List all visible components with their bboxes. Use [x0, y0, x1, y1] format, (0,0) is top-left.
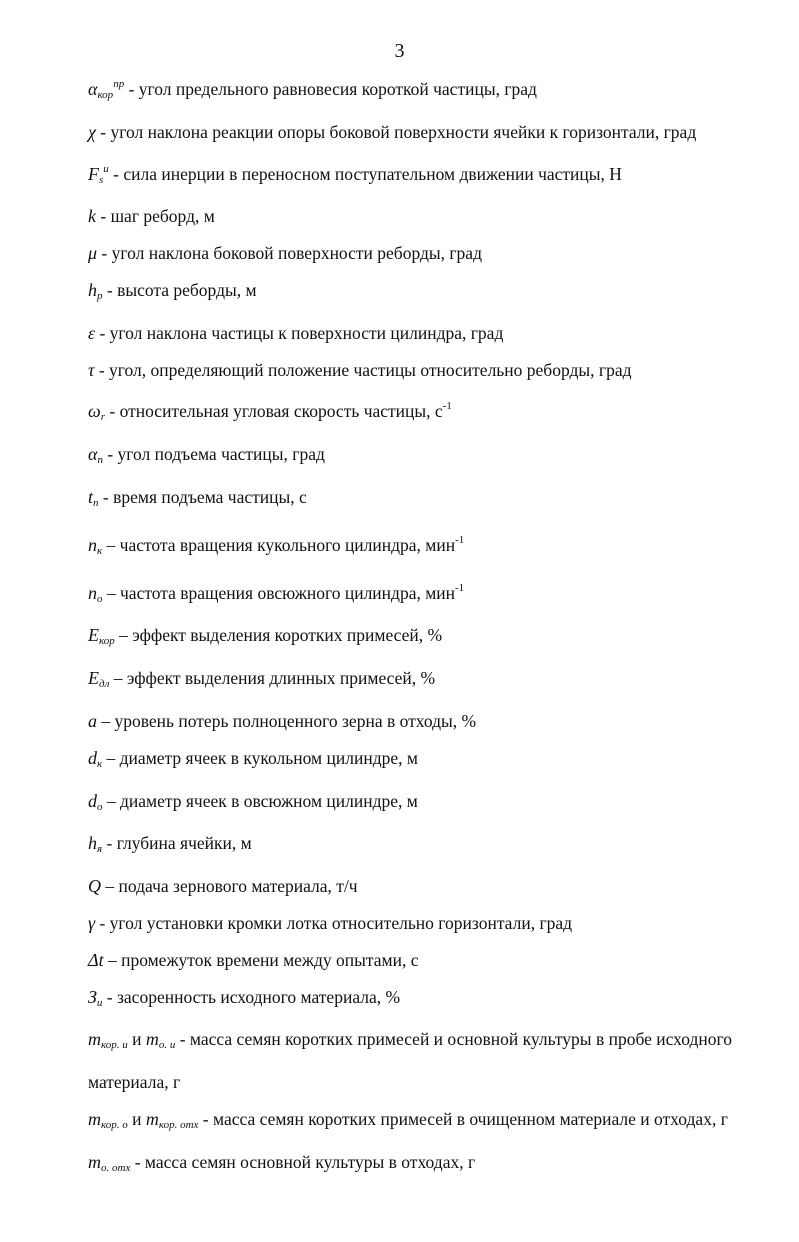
- definition: - масса семян коротких примесей и основной культуры в пробе исходного материала, г: [88, 1029, 733, 1093]
- symbol: a: [88, 710, 97, 731]
- symbol: d: [88, 747, 97, 768]
- definition: – промежуток времени между опытами, с: [103, 949, 419, 970]
- notation-entry: [88, 1021, 768, 1101]
- definition: - масса семян коротких примесей в очищенном материале и отходах, г: [198, 1108, 728, 1129]
- symbol: Q: [88, 876, 101, 897]
- definition: - угол наклона частицы к поверхности цилиндра, град: [95, 322, 504, 343]
- symbol-subscript: о. отх: [101, 1161, 131, 1174]
- symbol: m: [88, 1151, 101, 1172]
- definition: – диаметр ячеек в овсюжном цилиндре, м: [102, 790, 418, 811]
- notation-entry: [88, 66, 768, 114]
- notation-entry: [88, 198, 768, 235]
- notation-entry: [88, 1144, 768, 1187]
- notation-entry: [88, 235, 768, 272]
- definition: - масса семян основной культуры в отходах, г: [130, 1151, 476, 1172]
- notation-entry: [88, 114, 768, 151]
- definition: – эффект выделения коротких примесей, %: [114, 625, 443, 646]
- notation-entry: [88, 942, 768, 979]
- symbol-subscript: кор. и: [101, 1039, 128, 1052]
- definition: - угол наклона боковой поверхности реборды, град: [97, 243, 482, 264]
- symbol: h: [88, 279, 97, 300]
- symbol-subscript: к: [97, 757, 103, 770]
- symbol: α: [88, 444, 98, 465]
- symbol-subscript: я: [97, 843, 103, 856]
- definition: - глубина ячейки, м: [102, 833, 252, 854]
- definition: - сила инерции в переносном поступательном движении частицы, Н: [108, 163, 622, 184]
- notation-entry: [88, 315, 768, 352]
- conjunction: и: [127, 1108, 146, 1129]
- definition: - угол, определяющий положение частицы относительно реборды, град: [94, 359, 632, 380]
- symbol: З: [88, 986, 97, 1007]
- notation-entry: [88, 570, 768, 618]
- symbol: ω: [88, 401, 101, 422]
- symbol-second-subscript: о. и: [158, 1039, 176, 1052]
- notation-entry: [88, 740, 768, 783]
- definition: - угол установки кромки лотка относительно горизонтали, град: [95, 912, 573, 933]
- unit-superscript: -1: [455, 533, 465, 546]
- symbol: k: [88, 206, 96, 227]
- symbol: m: [88, 1108, 101, 1129]
- notation-entry: [88, 660, 768, 703]
- definition: - угол наклона реакции опоры боковой поверхности ячейки к горизонтали, град: [95, 121, 697, 142]
- symbol-subscript: кор. о: [101, 1118, 128, 1131]
- symbol-superscript: и: [103, 162, 109, 175]
- symbol: γ: [88, 912, 96, 933]
- symbol-subscript: о: [97, 592, 103, 605]
- definition: - время подъема частицы, с: [98, 486, 307, 507]
- notation-entry: [88, 868, 768, 905]
- symbol-subscript: п: [93, 496, 99, 509]
- unit-superscript: -1: [455, 581, 465, 594]
- notation-entry: [88, 979, 768, 1022]
- symbol-second: m: [145, 1108, 159, 1129]
- symbol: F: [88, 163, 99, 184]
- symbol: α: [88, 79, 98, 99]
- definition: – подача зернового материала, т/ч: [101, 876, 358, 897]
- symbol-subscript: к: [97, 544, 103, 557]
- symbol: n: [88, 534, 97, 555]
- symbol: n: [88, 582, 97, 603]
- symbol: E: [88, 625, 99, 646]
- unit-superscript: -1: [442, 400, 452, 413]
- definition: – уровень потерь полноценного зерна в отходы, %: [97, 710, 477, 731]
- symbol-subscript: р: [97, 289, 103, 302]
- symbol-second-subscript: кор. отх: [158, 1118, 199, 1131]
- notation-entry: [88, 522, 768, 570]
- symbol: m: [88, 1029, 101, 1050]
- definition: - угол подъема частицы, град: [102, 444, 325, 465]
- symbol: E: [88, 668, 99, 689]
- notation-entry: [88, 479, 768, 522]
- definition: - высота реборды, м: [102, 279, 257, 300]
- notation-entry: [88, 272, 768, 315]
- symbol: ε: [88, 322, 96, 343]
- notation-entry: [88, 388, 768, 436]
- definition: - относительная угловая скорость частицы, с: [105, 401, 443, 422]
- definition: – эффект выделения длинных примесей, %: [109, 668, 436, 689]
- notation-list: [88, 66, 768, 1187]
- symbol: μ: [88, 243, 98, 264]
- notation-entry: [88, 905, 768, 942]
- symbol-subscript: s: [99, 173, 104, 186]
- notation-entry: [88, 783, 768, 826]
- notation-entry: [88, 617, 768, 660]
- symbol: Δt: [88, 949, 104, 970]
- conjunction: и: [127, 1029, 146, 1050]
- symbol: d: [88, 790, 97, 811]
- notation-entry: [88, 703, 768, 740]
- definition: – диаметр ячеек в кукольном цилиндре, м: [102, 747, 418, 768]
- symbol-subscript: и: [96, 996, 103, 1009]
- notation-entry: [88, 151, 768, 199]
- symbol-subscript: дл: [99, 678, 110, 691]
- definition: - угол предельного равновесия короткой частицы, град: [124, 79, 537, 99]
- symbol: χ: [88, 121, 96, 142]
- definition: - засоренность исходного материала, %: [102, 986, 401, 1007]
- symbol-subscript: о: [97, 800, 103, 813]
- definition: - шаг реборд, м: [96, 206, 215, 227]
- definition: – частота вращения овсюжного цилиндра, мин: [102, 582, 456, 603]
- symbol-second: m: [145, 1029, 159, 1050]
- symbol-superscript: пр: [113, 78, 125, 90]
- notation-entry: [88, 1101, 768, 1144]
- page-number: 3: [394, 40, 405, 62]
- notation-entry: [88, 352, 768, 389]
- symbol: h: [88, 833, 97, 854]
- symbol: τ: [88, 359, 95, 380]
- symbol-subscript: п: [97, 454, 103, 467]
- notation-entry: [88, 825, 768, 868]
- symbol: t: [88, 486, 94, 507]
- symbol-subscript: кор: [97, 89, 114, 101]
- symbol-subscript: r: [100, 411, 105, 424]
- definition: – частота вращения кукольного цилиндра, мин: [102, 534, 456, 555]
- symbol-subscript: кор: [99, 635, 115, 648]
- notation-entry: [88, 436, 768, 479]
